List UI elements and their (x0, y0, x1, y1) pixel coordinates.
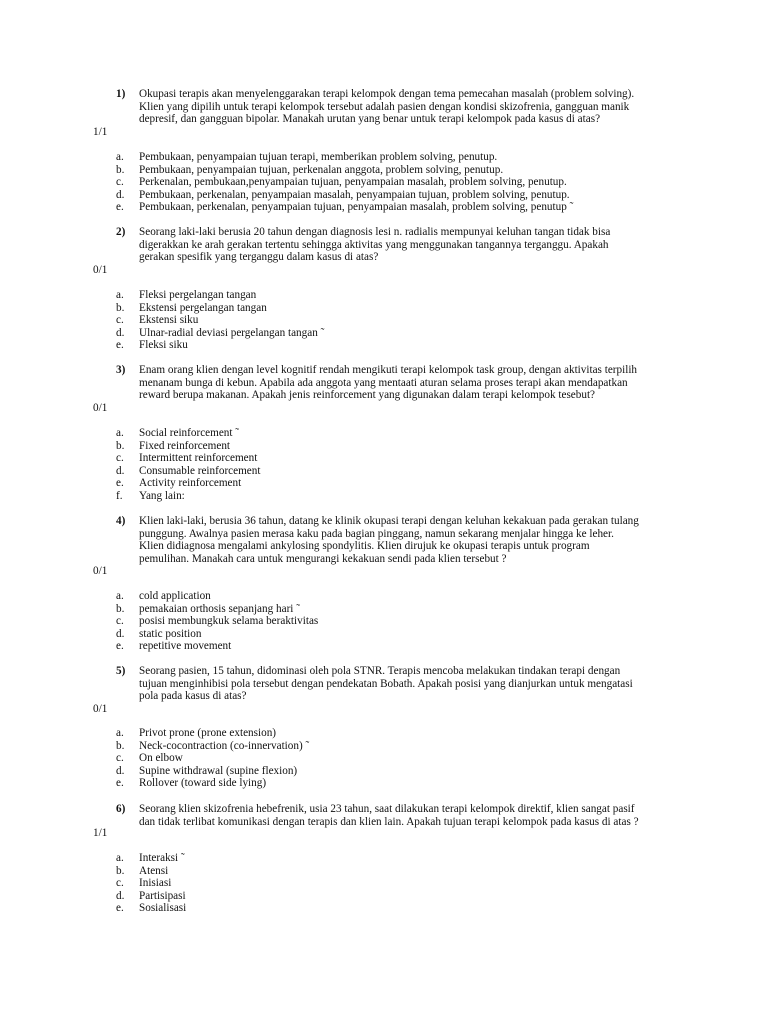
score: 0/1 (93, 565, 108, 577)
option-text: Sosialisasi (139, 902, 187, 915)
option-letter: d. (116, 464, 125, 477)
option-text: Neck-cocontraction (co-innervation) ˜ (139, 739, 310, 752)
question-number: 5) (116, 665, 126, 677)
question-number: 2) (116, 226, 126, 238)
option-text: pemakaian orthosis sepanjang hari ˜ (139, 602, 300, 615)
score: 0/1 (93, 402, 108, 414)
option-letter: c. (116, 752, 124, 765)
question-text-line: Enam orang klien dengan level kognitif rendah mengikuti terapi kelompok task group, dengan aktivitas terpilih (139, 364, 638, 376)
option-letter: d. (116, 627, 125, 640)
option-text: Intermittent reinforcement (139, 452, 258, 465)
option-text: Atensi (139, 864, 169, 877)
option-letter: d. (116, 764, 125, 777)
question-text-line: Klien laki-laki, berusia 36 tahun, datang ke klinik okupasi terapi dengan keluhan kekakuan pada gerakan tulang (139, 515, 639, 527)
option-letter: b. (116, 739, 125, 752)
question-text (139, 665, 679, 703)
option-text: repetitive movement (139, 640, 232, 653)
option-letter: b. (116, 864, 125, 877)
question-text-line: Klien yang dipilih untuk terapi kelompok tersebut adalah pasien dengan kondisi skizofrenia, gangguan manik (139, 100, 630, 113)
option-text: Consumable reinforcement (139, 464, 261, 477)
option-text: Rollover (toward side lying) (139, 777, 267, 790)
question-text-line: Seorang klien skizofrenia hebefrenik, usia 23 tahun, saat dilakukan terapi kelompok direktif, klien sangat pasif (139, 803, 635, 815)
option-letter: e. (116, 777, 124, 790)
question-text (139, 515, 679, 565)
option-text: Ekstensi pergelangan tangan (139, 301, 267, 314)
option-text: Pembukaan, perkenalan, penyampaian tujuan, penyampaian masalah, problem solving, penutup ˜ (139, 201, 574, 214)
question-text-line: depresif, dan gangguan bipolar. Manakah urutan yang benar untuk terapi kelompok pada kasus di atas? (139, 113, 601, 126)
option-letter: b. (116, 602, 125, 615)
option-letter: c. (116, 452, 124, 465)
score: 0/1 (93, 264, 108, 276)
option-text: Fleksi pergelangan tangan (139, 289, 257, 301)
question-text-line: gerakan spesifik yang terganggu dalam kasus di atas? (139, 251, 379, 264)
question-text (139, 88, 679, 126)
option-letter: f. (116, 489, 123, 502)
option-text: Privot prone (prone extension) (139, 727, 277, 739)
option-text: Supine withdrawal (supine flexion) (139, 764, 298, 777)
option-text: Activity reinforcement (139, 477, 242, 490)
option-letter: a. (116, 151, 124, 163)
question-text-line: Klien didiagnosa mengalami ankylosing spondylitis. Klien dirujuk ke okupasi terapis untuk program (139, 540, 590, 553)
question-number: 4) (116, 515, 126, 527)
option-text: Fixed reinforcement (139, 439, 231, 452)
option-letter: e. (116, 902, 124, 915)
option-letter: b. (116, 163, 125, 176)
question-text-line: reward berupa makanan. Apakah jenis reinforcement yang digunakan dalam terapi kelompok tesebut? (139, 389, 596, 402)
option-letter: a. (116, 427, 124, 439)
option-letter: c. (116, 176, 124, 189)
option-text: Inisiasi (139, 877, 172, 890)
question-number: 6) (116, 803, 126, 815)
option-letter: a. (116, 289, 124, 301)
question-text-line: tujuan menginhibisi pola tersebut dengan pendekatan Bobath. Apakah posisi yang dianjurkan untuk mengatasi (139, 677, 633, 690)
score: 1/1 (93, 126, 108, 138)
option-text: On elbow (139, 752, 183, 765)
question-number: 3) (116, 364, 126, 376)
question-text-line: punggung. Awalnya pasien merasa kaku pada bagian pinggang, namun sekarang menjalar hingga ke leher. (139, 527, 614, 540)
option-letter: d. (116, 326, 125, 339)
question-text-line: dan tidak terlibat komunikasi dengan terapis dan klien lain. Apakah tujuan terapi kelompok pada kasus di atas ? (139, 815, 639, 828)
option-text: Pembukaan, penyampaian tujuan terapi, memberikan problem solving, penutup. (139, 151, 498, 163)
option-letter: a. (116, 727, 124, 739)
question-text-line: Seorang laki-laki berusia 20 tahun dengan diagnosis lesi n. radialis mempunyai keluhan tangan tidak bisa (139, 226, 611, 238)
option-text: Yang lain: (139, 489, 185, 502)
question-text (139, 803, 679, 828)
option-text: posisi membungkuk selama beraktivitas (139, 615, 319, 628)
score: 0/1 (93, 703, 108, 715)
question-number: 1) (116, 88, 126, 100)
question-text-line: digerakkan ke arah gerakan tertentu sehingga aktivitas yang menggunakan tangannya terganggu. Apakah (139, 238, 609, 251)
option-letter: a. (116, 590, 124, 602)
option-text: Partisipasi (139, 889, 186, 902)
option-text: Pembukaan, perkenalan, penyampaian masalah, penyampaian tujuan, problem solving, penutup. (139, 188, 570, 201)
option-letter: c. (116, 615, 124, 628)
option-text: Interaksi ˜ (139, 852, 185, 864)
score: 1/1 (93, 827, 108, 839)
option-text: Pembukaan, penyampaian tujuan, perkenalan anggota, problem solving, penutup. (139, 163, 504, 176)
option-letter: b. (116, 439, 125, 452)
option-text: Perkenalan, pembukaan,penyampaian tujuan, penyampaian masalah, problem solving, penutup. (139, 176, 567, 189)
option-text: Ekstensi siku (139, 314, 199, 327)
option-letter: b. (116, 301, 125, 314)
option-letter: a. (116, 852, 124, 864)
option-text: Social reinforcement ˜ (139, 427, 240, 439)
option-letter: c. (116, 877, 124, 890)
question-text-line: pola pada kasus di atas? (139, 690, 247, 703)
option-letter: e. (116, 339, 124, 352)
question-text-line: Okupasi terapis akan menyelenggarakan terapi kelompok dengan tema pemecahan masalah (problem solving). (139, 88, 635, 100)
question-text (139, 226, 679, 264)
option-text: static position (139, 627, 202, 640)
option-letter: d. (116, 188, 125, 201)
option-letter: e. (116, 477, 124, 490)
option-letter: e. (116, 640, 124, 653)
option-letter: e. (116, 201, 124, 214)
option-text: Ulnar-radial deviasi pergelangan tangan ˜ (139, 326, 325, 339)
option-text: cold application (139, 590, 211, 602)
question-text-line: pemulihan. Manakah cara untuk mengurangi kekakuan sendi pada klien tersebut ? (139, 552, 507, 565)
question-text (139, 364, 679, 402)
option-letter: c. (116, 314, 124, 327)
question-text-line: Seorang pasien, 15 tahun, didominasi oleh pola STNR. Terapis mencoba melakukan tindakan terapi dengan (139, 665, 621, 677)
option-letter: d. (116, 889, 125, 902)
option-text: Fleksi siku (139, 339, 188, 352)
question-text-line: menanam bunga di kebun. Apabila ada anggota yang mentaati aturan selama proses terapi akan mendapatkan (139, 376, 628, 389)
